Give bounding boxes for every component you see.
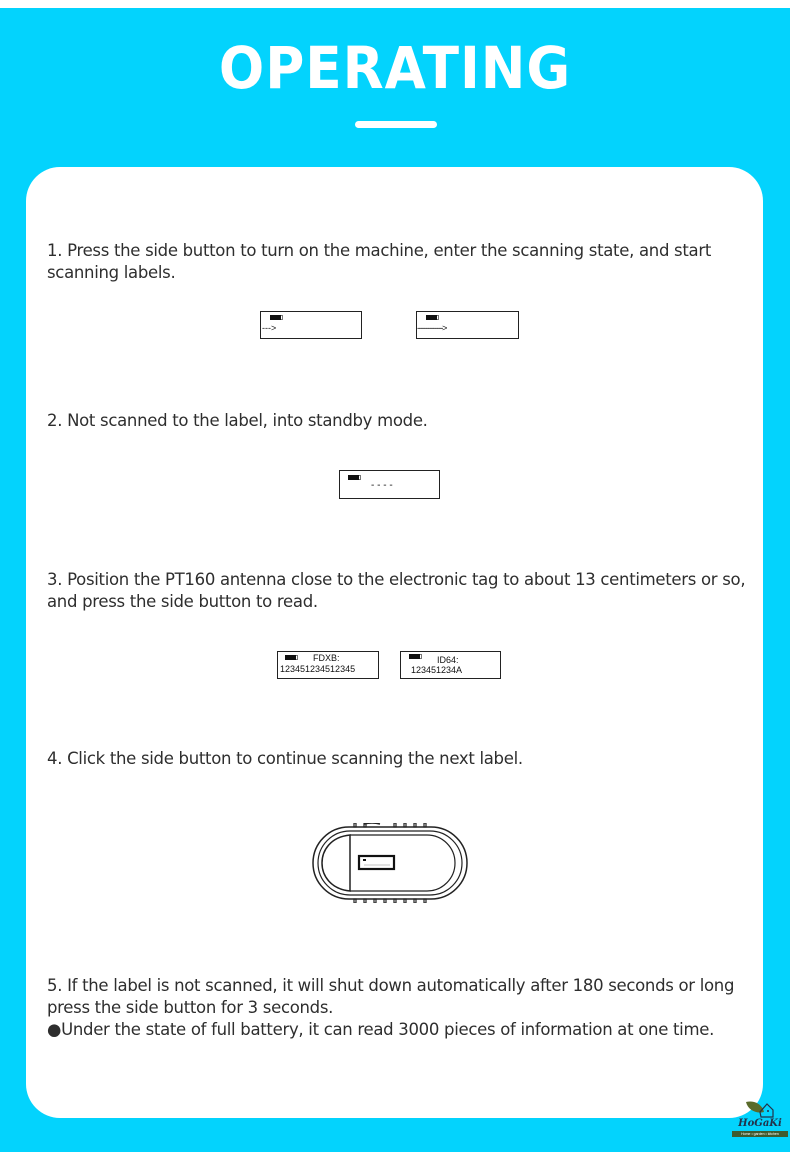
battery-icon <box>348 475 359 480</box>
side-button <box>322 835 350 891</box>
lcd-display-scanning-start <box>260 311 362 339</box>
top-strip <box>0 0 790 8</box>
logo-brand-name: HoGaKi <box>738 1118 782 1129</box>
scan-progress-long: --------------> <box>417 323 447 333</box>
standby-dashes: - - - - <box>371 480 393 491</box>
device-screen <box>359 856 394 869</box>
brand-logo <box>732 1098 788 1142</box>
lcd-display-standby <box>339 470 440 499</box>
scan-progress-short: ---> <box>262 323 277 333</box>
lcd-display-scanning-progress <box>416 311 519 339</box>
step-1-text: 1. Press the side button to turn on the machine, enter the scanning state, and start scanning labels. <box>47 241 711 282</box>
step-5-text: 5. If the label is not scanned, it will shut down automatically after 180 seconds or long press the side button for 3 seconds. <box>47 976 735 1017</box>
battery-icon <box>270 315 281 320</box>
id64-value: 123451234A <box>411 665 463 675</box>
battery-icon <box>426 315 437 320</box>
fdxb-label: FDXB: <box>313 653 340 663</box>
battery-note: ●Under the state of full battery, it can read 3000 pieces of information at one time. <box>47 1020 715 1039</box>
lcd-display-fdxb <box>277 651 379 679</box>
logo-tagline: Home • garden • kitchen <box>732 1131 788 1137</box>
scanner-device-illustration <box>312 823 468 903</box>
lcd-display-id64 <box>400 651 501 679</box>
step-4-text: 4. Click the side button to continue scanning the next label. <box>47 749 523 768</box>
page-title: OPERATING <box>218 34 572 102</box>
battery-icon <box>285 655 296 660</box>
step-3-text: 3. Position the PT160 antenna close to the electronic tag to about 13 centimeters or so, and press the side button to read. <box>47 570 746 611</box>
id64-label: ID64: <box>437 655 459 665</box>
fdxb-value: 123451234512345 <box>280 664 356 674</box>
step-2-text: 2. Not scanned to the label, into standby mode. <box>47 411 428 430</box>
battery-icon <box>409 654 420 659</box>
device-screen-battery <box>363 859 366 861</box>
title-underline <box>355 121 437 128</box>
leaf-house-icon <box>744 1098 774 1118</box>
